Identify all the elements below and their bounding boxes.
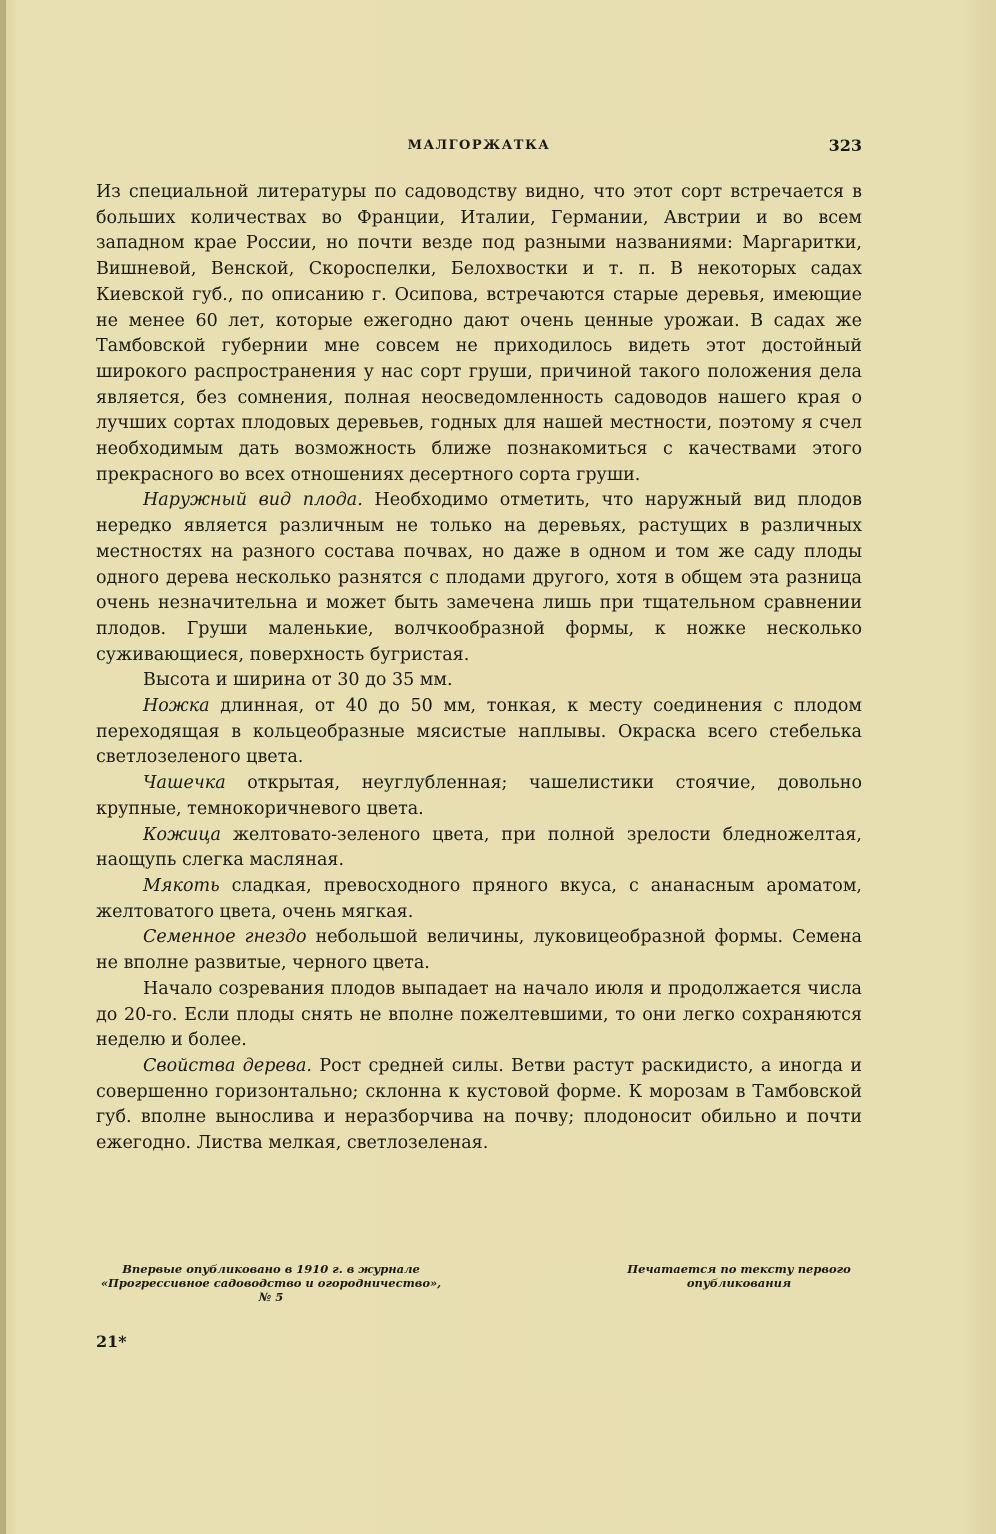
paragraph-lead: Чашечка [143, 773, 226, 794]
source-text-note: Печатается по тексту первого опубликования [627, 1262, 851, 1290]
paragraph-text: сладкая, превосходного пряного вкуса, с ананасным ароматом, желтоватого цвета, очень мягкая. [96, 875, 862, 922]
paragraph-text: небольшой величины, луковицеобразной формы. Семена не вполне развитые, черного цвета. [96, 927, 862, 974]
body-text [96, 180, 862, 1157]
paragraph-text: Необходимо отметить, что наружный вид плодов нередко является различным не только на деревьях, растущих в различных местностях на разного состава почвах, но даже в одном и том же саду плоды одного дерева несколько разнятся с плодами другого, хотя в общем эта разница очень незначительна и может быть замечена лишь при тщательном сравнении плодов. Груши маленькие, волчкообразной формы, к ножке несколько суживающиеся, поверхность бугристая. [96, 490, 862, 665]
paragraph-text: желтовато-зеленого цвета, при полной зрелости бледножелтая, наощупь слегка масляная. [96, 824, 862, 871]
paragraph-text: Рост средней силы. Ветви растут раскидисто, а иногда и совершенно горизонтально; склонна к кустовой форме. К морозам в Тамбовской губ. вполне вынослива и неразборчива на почву; плодоносит обильно и почти ежегодно. Листва мелкая, светлозеленая. [96, 1055, 862, 1154]
paragraph-lead: Ножка [143, 696, 210, 717]
paragraph-flesh [96, 874, 862, 925]
paragraph-lead: Семенное гнездо [143, 927, 307, 948]
paragraph-ripening [96, 977, 862, 1054]
paragraph-tree-properties [96, 1054, 862, 1157]
page-number: 323 [828, 136, 862, 155]
paragraph-lead: Кожица [143, 824, 221, 845]
publication-notes [96, 1262, 862, 1302]
paragraph-stalk [96, 694, 862, 771]
paragraph-calyx [96, 771, 862, 822]
paragraph-lead: Наружный вид плода. [143, 490, 363, 511]
printer-signature-mark: 21* [96, 1332, 127, 1351]
paragraph-text: Из специальной литературы по садоводству видно, что этот сорт встречается в больших количествах во Франции, Италии, Германии, Австрии и во всем западном крае России, но почти везде под разными названиями: Маргаритки, Вишневой, Венской, Скороспелки, Белохвостки и т. п. В некоторых садах Киевской губ., по описанию г. Осипова, встречаются старые деревья, имеющие не менее 60 лет, которые ежегодно дают очень ценные урожаи. В садах же Тамбовской губернии мне совсем не приходилось видеть этот достойный широкого распространения у нас сорт груши, причиной такого положения дела является, без сомнения, полная неосведомленность садоводов нашего края о лучших сортах плодовых деревьев, годных для нашей местности, поэтому я счел необходимым дать возможность ближе познакомиться с качествами этого прекрасного во всех отношениях десертного сорта груши. [96, 182, 862, 485]
paragraph-lead: Свойства дерева. [143, 1055, 312, 1076]
paragraph-lead: Мякоть [143, 875, 220, 896]
paragraph-intro [96, 180, 862, 488]
paragraph-fruit-appearance [96, 488, 862, 668]
paragraph-size [96, 668, 862, 694]
paragraph-text: Начало созревания плодов выпадает на начало июля и продолжается числа до 20-го. Если плоды снять не вполне пожелтевшими, то они легко сохраняются неделю и более. [96, 978, 862, 1051]
page-spine-edge [0, 0, 6, 1534]
paragraph-skin [96, 823, 862, 874]
first-publication-note: Впервые опубликовано в 1910 г. в журнале «Прогрессивное садоводство и огородничество», № 5 [100, 1262, 442, 1304]
paragraph-text: длинная, от 40 до 50 мм, тонкая, к месту соединения с плодом переходящая в кольцеобразные мясистые наплывы. Окраска всего стебелька светлозеленого цвета. [96, 696, 862, 768]
paragraph-text: открытая, неуглубленная; чашелистики стоячие, довольно крупные, темнокоричневого цвета. [96, 773, 862, 819]
paragraph-text: Высота и ширина от 30 до 35 мм. [143, 670, 453, 691]
running-head [96, 138, 862, 162]
paragraph-seed-cavity [96, 925, 862, 976]
running-title: МАЛГОРЖАТКА [407, 138, 551, 153]
